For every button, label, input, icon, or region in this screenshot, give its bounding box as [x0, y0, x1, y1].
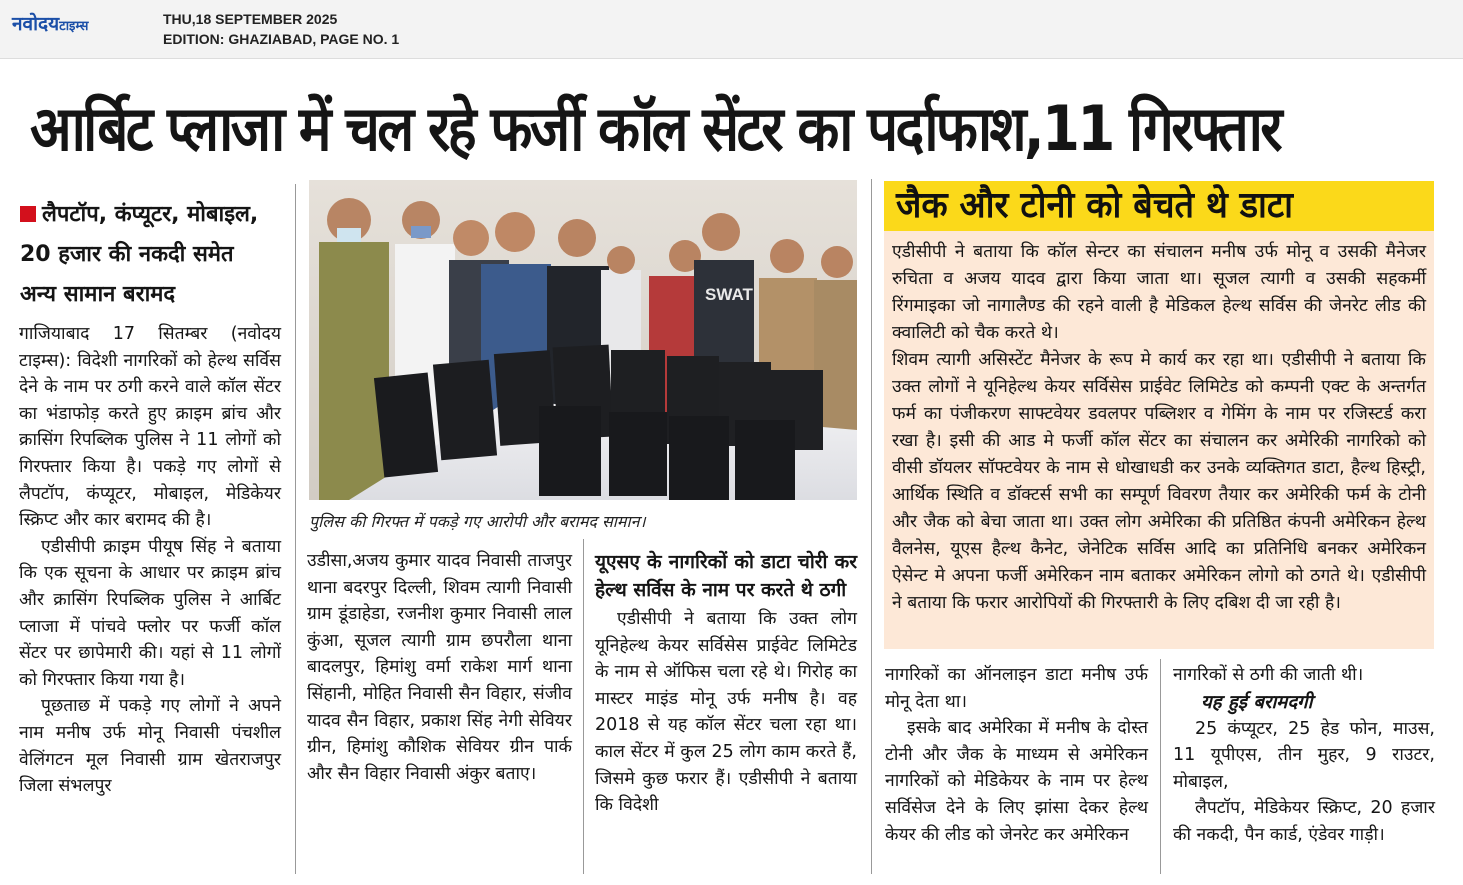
red-square-bullet-icon: [20, 206, 36, 222]
main-headline: आर्बिट प्लाजा में चल रहे फर्जी कॉल सेंटर का पर्दाफाश,11 गिरफ्तार: [30, 92, 1280, 165]
article-column-3: [595, 548, 857, 819]
body-paragraph: शिवम त्यागी असिस्टेंट मैनेजर के रूप मे कार्य कर रहा था। एडीसीपी ने बताया कि उक्त लोगों ने यूनिहेल्थ केयर सर्विसेस प्राईवेट लिमिटेड को कम्पनी एक्ट के अन्तर्गत फर्म का पंजीकरण साफ्टवेयर डवलपर पब्लिशर व गेमिंग के नाम पर रजिस्टर्ड करा रखा है। इसी की आड मे फर्जी कॉल सेंटर का संचालन कर अमेरिकी नागरिको को वीसी डॉयलर सॉफ्टवेयर के नाम से धोखाधडी कर उनके व्यक्तिगत डाटा, हैल्थ हिस्ट्री, आर्थिक स्थिति व डॉक्टर्स सभी का सम्पूर्ण विवरण तैयार कर अमेरिकी फर्म के टोनी और जैक को बेचा जाता था। उक्त लोग अमेरिका की प्रतिष्ठित कंपनी अमेरिकन हेल्थ वैलनेस, यूएस हैल्थ कैनेट, जेनेटिक सर्विस आदि का प्रतिनिधि बनकर अमेरिकन ऐसेन्ट मे अपना फर्जी अमेरिकन नाम बताकर अमेरिकन लोगो को ठगते थे। एडीसीपी ने बताया कि फरार आरोपियों की गिरफ्तारी के लिए दबिश दी जा रही है।: [892, 350, 1426, 613]
section-heading: यह हुई बरामदगी: [1201, 691, 1313, 713]
masthead-bar: [0, 0, 1463, 59]
logo-main-text: नवोदय: [12, 13, 60, 35]
highlight-box: [884, 231, 1434, 649]
subheadline: [20, 195, 285, 315]
box-heading: जैक और टोनी को बेचते थे डाटा: [896, 185, 1293, 226]
tshirt-text: SWAT: [705, 285, 753, 304]
column-divider: [871, 179, 872, 874]
subheadline-line: 20 हजार की नकदी समेत: [20, 242, 234, 267]
body-paragraph: एडीसीपी ने बताया कि कॉल सेन्टर का संचालन मनीष उर्फ मोनू व उसकी मैनेजर रुचिता व अजय यादव द्वारा किया जाता था। सूजल त्यागी व उसकी सहकर्मी रिंगमाइका जो नागालैण्ड की रहने वाली है मेडिकल हेल्थ सर्विस की जेनरेट लीड की क्वालिटी को चैक करते थे।: [892, 242, 1426, 343]
section-heading: यूएसए के नागरिकों को डाटा चोरी कर हेल्थ सर्विस के नाम पर करते थे ठगी: [595, 551, 857, 601]
column-divider: [583, 539, 584, 874]
body-paragraph: पूछताछ में पकड़े गए लोगों ने अपने नाम मनीष उर्फ मोनू निवासी पंचशील वेलिंगटन मूल निवासी ग्राम खेतराजपुर जिला संभलपुर: [19, 696, 281, 797]
body-paragraph: नागरिकों से ठगी की जाती थी।: [1173, 665, 1364, 685]
photo-caption: पुलिस की गिरफ्त में पकड़े गए आरोपी और बरामद सामान।: [309, 512, 646, 531]
article-column-4: [885, 662, 1148, 848]
subheadline-line: लैपटॉप, कंप्यूटर, मोबाइल,: [20, 195, 285, 235]
article-column-1: [19, 321, 281, 800]
lead-paragraph: गाजियाबाद 17 सितम्बर (नवोदय टाइम्स): विदेशी नागरिकों को हेल्थ सर्विस देने के नाम पर ठगी करने वाले कॉल सेंटर का भंडाफोड़ करते हुए क्राइम ब्रांच और क्रासिंग रिपब्लिक पुलिस ने 11 लोगों को गिरफ्तार किया है। पकड़े गए लोगों से लैपटॉप, कंप्यूटर, मोबाइल, मेडिकेयर स्क्रिप्ट और कार बरामद की है।: [19, 324, 281, 531]
arrested-suspects-photo-illustration: [309, 180, 857, 500]
edition-info: [163, 9, 399, 49]
news-photo[interactable]: [309, 180, 857, 500]
highlight-box-text: [892, 239, 1426, 617]
body-paragraph: 25 कंप्यूटर, 25 हेड फोन, माउस, 11 यूपीएस, तीन मुहर, 9 राउटर, मोबाइल,: [1173, 718, 1435, 792]
column-divider: [1160, 659, 1161, 874]
newspaper-page: [0, 59, 1463, 885]
body-paragraph: लैपटॉप, मेडिकेयर स्क्रिप्ट, 20 हजार की नकदी, पैन कार्ड, एंडेवर गाड़ी।: [1173, 798, 1435, 845]
subheadline-line: अन्य सामान बरामद: [20, 282, 176, 307]
newspaper-logo[interactable]: [12, 10, 88, 36]
body-paragraph: एडीसीपी ने बताया कि उक्त लोग यूनिहेल्थ केयर सर्विसेस प्राईवेट लिमिटेड के नाम से ऑफिस चला रहे थे। गिरोह का मास्टर माइंड मोनू उर्फ मनीष है। वह 2018 से यह कॉल सेंटर चला रहा था। काल सेंटर में कुल 25 लोग काम करते हैं, जिसमे कुछ फरार हैं। एडीसीपी ने बताया कि विदेशी: [595, 609, 857, 816]
column-divider: [295, 184, 296, 874]
body-paragraph: एडीसीपी क्राइम पीयूष सिंह ने बताया कि एक सूचना के आधार पर क्राइम ब्रांच और क्रासिंग रिपब्लिक पुलिस ने आर्बिट प्लाजा में पांचवे फ्लोर पर फर्जी कॉल सेंटर पर छापेमारी की। यहां से 11 लोगों को गिरफ्तार किया गया है।: [19, 536, 281, 690]
box-heading-bar: [884, 181, 1434, 231]
edition-page: EDITION: GHAZIABAD, PAGE NO. 1: [163, 31, 400, 47]
body-paragraph: इसके बाद अमेरिका में मनीष के दोस्त टोनी और जैक के माध्यम से अमेरिकन नागरिकों को मेडिकेयर के नाम पर हेल्थ सर्विसेज देने के लिए झांसा देकर हेल्थ केयर की लीड को जेनरेट कर अमेरिकन: [885, 718, 1148, 845]
body-paragraph: उडीसा,अजय कुमार यादव निवासी ताजपुर थाना बदरपुर दिल्ली, शिवम त्यागी निवासी ग्राम डूंडाहेडा, रजनीश कुमार निवासी लाल कुंआ, सूजल त्यागी ग्राम छपरौला थाना बादलपुर, हिमांशु वर्मा राकेश मार्ग थाना सिंहानी, मोहित निवासी सैन विहार, संजीव यादव सैन विहार, प्रकाश सिंह नेगी सेवियर ग्रीन, हिमांशु कौशिक सेवियर ग्रीन पार्क और सैन विहार निवासी अंकुर बताए।: [307, 551, 572, 784]
article-column-5: [1173, 662, 1435, 849]
article-column-2: [307, 548, 572, 787]
body-paragraph: नागरिकों का ऑनलाइन डाटा मनीष उर्फ मोनू देता था।: [885, 665, 1148, 712]
edition-date: THU,18 SEPTEMBER 2025: [163, 11, 338, 27]
logo-small-text: टाइम्स: [59, 19, 89, 34]
